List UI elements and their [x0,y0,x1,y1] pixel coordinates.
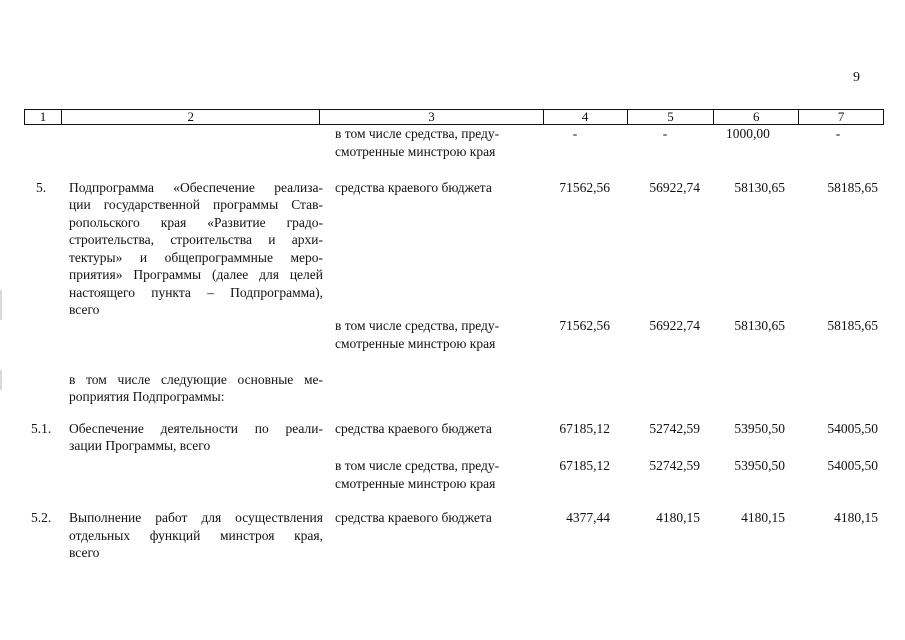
value-cell-7: 58185,65 [827,318,878,333]
value-cell-5: 4180,15 [656,510,700,525]
description-line: зации Программы, всего [69,438,211,453]
value-cell-5: 52742,59 [649,458,700,473]
header-cell-6: 6 [714,110,799,124]
description-line: роприятия Подпрограммы: [69,389,225,404]
description-line: ропольского края «Развитие градо- [69,215,323,230]
value-cell-5: 56922,74 [649,318,700,333]
value-cell-6: 58130,65 [734,180,785,195]
source-cell-line: в том числе средства, преду- [335,126,500,141]
source-cell-line: смотренные минстрою края [335,144,496,159]
value-cell-4: 71562,56 [559,318,610,333]
value-cell-5: 56922,74 [649,180,700,195]
description-line: Подпрограмма «Обеспечение реализа- [69,180,323,195]
source-cell-line: средства краевого бюджета [335,421,492,436]
description-line: тектуры» и общепрограммные меро- [69,250,323,265]
value-cell-5: 52742,59 [649,421,700,436]
description-line: Обеспечение деятельности по реали- [69,421,323,436]
header-cell-4: 4 [544,110,628,124]
value-cell-6: 58130,65 [734,318,785,333]
header-cell-2: 2 [62,110,320,124]
value-cell-4: 71562,56 [559,180,610,195]
description-line: настоящего пункта – Подпрограмма), [69,285,323,300]
value-cell-5: - [662,126,668,141]
scan-edge-left [0,370,2,390]
source-cell-line: смотренные минстрою края [335,336,496,351]
header-cell-1: 1 [25,110,62,124]
header-cell-3: 3 [320,110,543,124]
value-cell-6: 53950,50 [734,421,785,436]
header-cell-7: 7 [837,109,845,124]
source-cell-line: средства краевого бюджета [335,180,492,195]
page-number: 9 [853,70,860,85]
source-cell-line: в том числе средства, преду- [335,318,500,333]
value-cell-4: - [572,126,578,141]
value-cell-6: 1000,00 [726,126,770,141]
source-cell-line: смотренные минстрою края [335,476,496,491]
value-cell-4: 67185,12 [559,458,610,473]
description-line: приятия» Программы (далее для целей [69,267,323,282]
description-line: отдельных функций минстроя края, [69,528,323,543]
description-line: в том числе следующие основные ме- [69,372,323,387]
description-line: всего [69,545,100,560]
description-line: ции государственной программы Став- [69,197,323,212]
value-cell-4: 4377,44 [566,510,610,525]
table-header-row [24,109,884,125]
source-cell-line: в том числе средства, преду- [335,458,500,473]
header-cell-5: 5 [628,110,715,124]
value-cell-7: 54005,50 [827,458,878,473]
scan-edge-left [0,290,2,320]
value-cell-7: 54005,50 [827,421,878,436]
description-line: всего [69,302,100,317]
row-number: 5. [36,180,47,195]
value-cell-7: 4180,15 [834,510,878,525]
value-cell-6: 4180,15 [741,510,785,525]
source-cell-line: средства краевого бюджета [335,510,492,525]
description-line: Выполнение работ для осуществления [69,510,323,525]
value-cell-4: 67185,12 [559,421,610,436]
row-number: 5.2. [31,510,52,525]
row-number: 5.1. [31,421,52,436]
value-cell-6: 53950,50 [734,458,785,473]
description-line: строительства, строительства и архи- [69,232,323,247]
value-cell-7: - [835,126,841,141]
value-cell-7: 58185,65 [827,180,878,195]
